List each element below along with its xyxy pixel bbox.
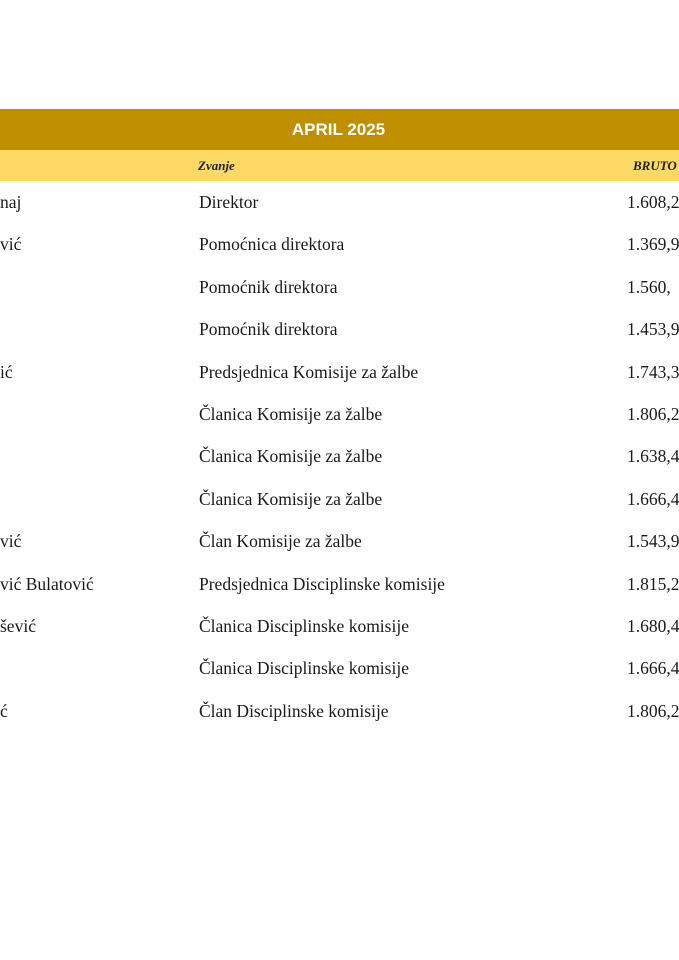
table-row (0, 605, 679, 647)
job-title: Članica Disciplinske komisije (199, 616, 409, 636)
table-row (0, 181, 679, 223)
employee-name: ić (0, 361, 13, 382)
job-title: Članica Komisije za žalbe (199, 488, 383, 509)
gross-salary: 1.369,9 (627, 234, 679, 255)
gross-salary: 1.806,2 (627, 404, 679, 424)
job-title: Član Komisije za žalbe (199, 531, 362, 552)
employee-name: naj (0, 192, 22, 212)
gross-salary: 1.560, (627, 276, 671, 297)
job-title: Članica Komisije za žalbe (199, 446, 383, 467)
period-title-bar (0, 109, 679, 150)
table-row (0, 351, 679, 393)
gross-salary: 1.743,3 (627, 361, 679, 382)
job-title: Predsjednica Disciplinske komisije (199, 573, 445, 594)
employee-name: ć (0, 700, 8, 721)
gross-salary: 1.543,9 (627, 531, 679, 552)
job-title: Direktor (199, 192, 259, 212)
table-row (0, 690, 679, 732)
job-title: Članica Disciplinske komisije (199, 658, 409, 679)
employee-name: šević (0, 616, 36, 636)
gross-salary: 1.680,4 (627, 616, 679, 636)
column-header-gross: BRUTO (633, 158, 677, 173)
gross-salary: 1.815,2 (627, 573, 679, 594)
table-row (0, 435, 679, 477)
employee-name: vić (0, 234, 22, 255)
job-title: Član Disciplinske komisije (199, 700, 389, 721)
gross-salary: 1.638,4 (627, 446, 679, 467)
column-header-title: Zvanje (198, 158, 235, 173)
gross-salary: 1.608,2 (627, 192, 679, 212)
gross-salary: 1.666,4 (627, 488, 679, 509)
job-title: Pomoćnik direktora (199, 276, 338, 297)
table-row (0, 308, 679, 350)
table-header (0, 150, 679, 181)
employee-name: vić (0, 531, 22, 552)
job-title: Članica Komisije za žalbe (199, 404, 383, 424)
table-row (0, 520, 679, 562)
employee-name: vić Bulatović (0, 573, 94, 594)
table-row (0, 563, 679, 605)
table-row (0, 647, 679, 689)
table-row (0, 478, 679, 520)
table-row (0, 393, 679, 435)
period-title: APRIL 2025 (291, 119, 386, 139)
gross-salary: 1.453,9 (627, 319, 679, 340)
gross-salary: 1.666,4 (627, 658, 679, 679)
job-title: Predsjednica Komisije za žalbe (199, 361, 419, 382)
job-title: Pomoćnik direktora (199, 319, 338, 340)
table-row (0, 266, 679, 308)
job-title: Pomoćnica direktora (199, 234, 345, 255)
table-row (0, 223, 679, 265)
gross-salary: 1.806,2 (627, 700, 679, 721)
